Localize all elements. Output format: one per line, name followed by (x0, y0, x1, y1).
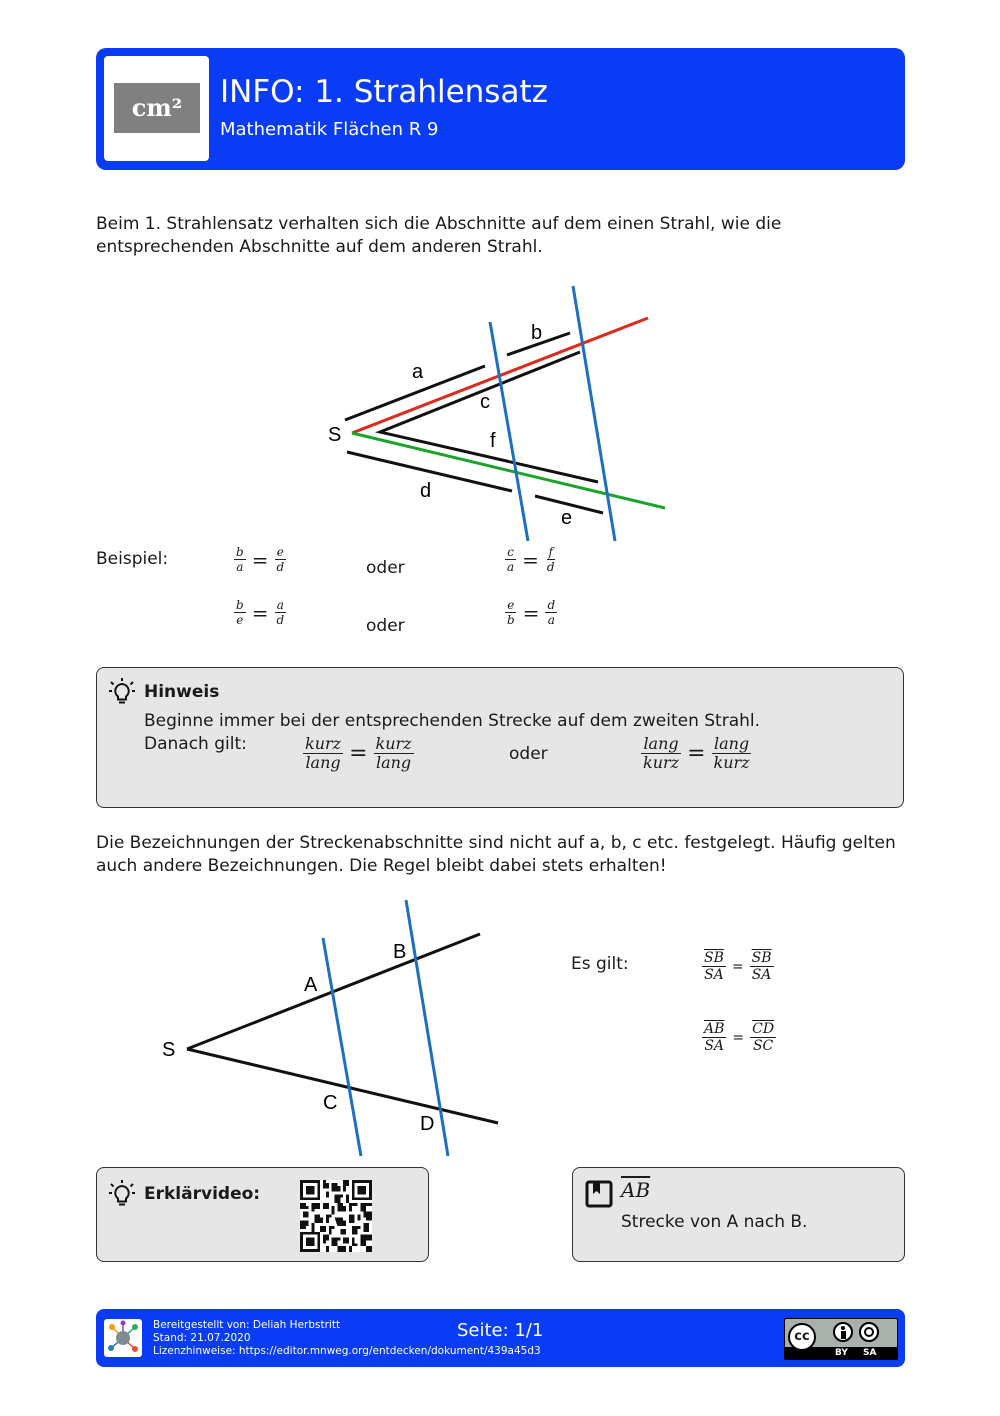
video-box (96, 1167, 429, 1262)
label-B: B (393, 941, 407, 963)
label-A: A (304, 974, 318, 996)
mnweg-logo (104, 1319, 142, 1357)
example-eq-1: $\frac{b}{a}$ = $\frac{e}{d}$ (236, 545, 285, 574)
hint-eq-left: $\frac{\text{kurz}}{\text{lang}}$ = $\frac{\text{kurz}}{\text{lang}}$ (305, 734, 412, 772)
network-logo-icon (104, 1319, 142, 1357)
intro-text: Beim 1. Strahlensatz verhalten sich die Abschnitte auf dem einen Strahl, wie die entsprechenden Abschnitte auf dem anderen Strahl. (96, 214, 782, 257)
label-f: f (490, 430, 496, 452)
logo-text: cm² (114, 83, 200, 133)
cc-sa-label: SA (863, 1348, 877, 1358)
page-number: Seite: 1/1 (457, 1320, 544, 1341)
diagram-general (0, 890, 560, 1165)
definition-term: $\overline{AB}$ (621, 1178, 651, 1202)
example-eq-3: $\frac{b}{e}$ = $\frac{a}{d}$ (236, 598, 285, 627)
footer (96, 1309, 905, 1367)
hint-box (96, 667, 904, 808)
lightbulb-icon (109, 678, 135, 706)
diagram-strahlensatz (0, 0, 1000, 560)
cc-icon: cc (788, 1323, 816, 1351)
label-D: D (420, 1113, 435, 1135)
example-eq-2: $\frac{c}{a}$ = $\frac{f}{d}$ (507, 545, 555, 574)
es-gilt-eq-2: $\frac{\overline{AB}}{SA}$ = $\frac{\overline{CD}}{SC}$ (704, 1021, 775, 1054)
oder-2: oder (366, 616, 405, 636)
footer-author: Bereitgestellt von: Deliah Herbstritt (153, 1319, 341, 1331)
footer-license-link[interactable]: Lizenzhinweise: https://editor.mnweg.org/entdecken/dokument/439a45d3 (153, 1345, 541, 1357)
ray-lower (187, 1049, 498, 1123)
label-S: S (328, 424, 342, 446)
parallel-2 (573, 286, 615, 541)
person-icon (833, 1322, 853, 1342)
label-e: e (561, 507, 573, 529)
cc-license-badge[interactable] (784, 1318, 898, 1360)
es-gilt-eq-1: $\frac{\overline{SB}}{SA}$ = $\frac{\overline{SB}}{SA}$ (704, 950, 772, 983)
hint-eq-right: $\frac{\text{lang}}{\text{kurz}}$ = $\frac{\text{lang}}{\text{kurz}}$ (643, 734, 750, 772)
label-C: C (323, 1092, 338, 1114)
oder-1: oder (366, 558, 405, 578)
page-title: INFO: 1. Strahlensatz (220, 74, 548, 110)
label-S2: S (162, 1039, 176, 1061)
footer-date: Stand: 21.07.2020 (153, 1332, 251, 1344)
video-title: Erklärvideo: (144, 1184, 261, 1204)
label-b: b (531, 322, 543, 344)
lightbulb-icon (109, 1180, 135, 1208)
page-subtitle: Mathematik Flächen R 9 (220, 119, 439, 140)
cc-by-label: BY (835, 1348, 848, 1358)
example-eq-4: $\frac{e}{b}$ = $\frac{d}{a}$ (507, 598, 556, 627)
share-alike-icon (859, 1322, 879, 1342)
example-label: Beispiel: (96, 549, 169, 569)
label-d: d (420, 480, 432, 502)
hint-oder: oder (509, 744, 548, 764)
hint-line-2: Danach gilt: (144, 734, 247, 754)
label-c: c (480, 391, 490, 413)
ray-lower-green (352, 433, 665, 508)
label-a: a (412, 361, 424, 383)
hint-title: Hinweis (144, 682, 220, 702)
qr-code-icon[interactable] (300, 1180, 372, 1252)
parallel-AC (323, 938, 361, 1156)
definition-box (572, 1167, 905, 1262)
para-bezeichnungen: Die Bezeichnungen der Streckenabschnitte sind nicht auf a, b, c etc. festgelegt. Häufig gelten auch andere Bezeichnungen. Die Regel bleibt dabei stets erhalten! (96, 833, 896, 876)
hint-line-1: Beginne immer bei der entsprechenden Strecke auf dem zweiten Strahl. (144, 711, 761, 731)
book-bookmark-icon (585, 1180, 613, 1208)
es-gilt-label: Es gilt: (571, 954, 629, 974)
definition-text: Strecke von A nach B. (621, 1212, 808, 1232)
